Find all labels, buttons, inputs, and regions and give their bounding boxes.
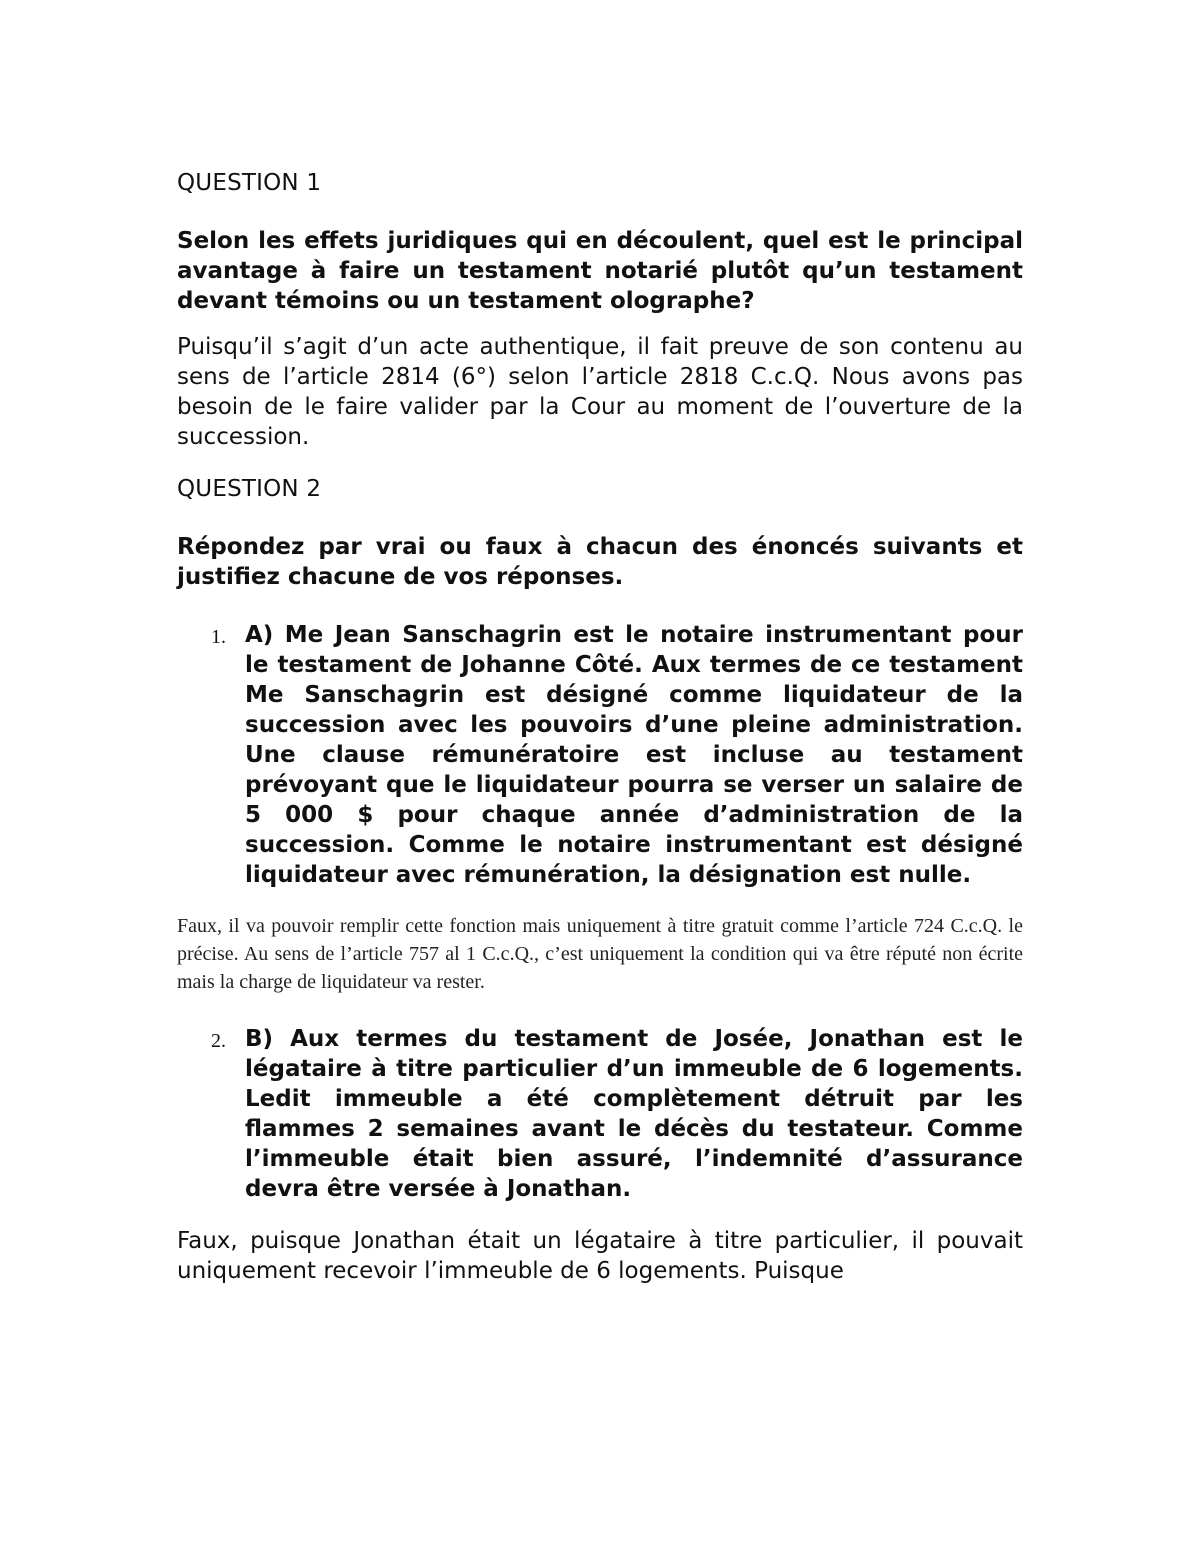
list-item-number: 1.	[211, 626, 226, 648]
list-item-number: 2.	[211, 1030, 226, 1052]
list-item	[177, 620, 1023, 890]
item-2-answer: Faux, puisque Jonathan était un légataire à titre particulier, il pouvait uniquement recevoir l’immeuble de 6 logements. Puisque	[177, 1228, 1023, 1284]
list-item-statement: B) Aux termes du testament de Josée, Jonathan est le légataire à titre particulier d’un immeuble de 6 logements. Ledit immeuble a été complètement détruit par les flammes 2 semaines avant le décès du testateur. Comme l’immeuble était bien assuré, l’indemnité d’assurance devra être versée à Jonathan.	[245, 1026, 1023, 1202]
item-1-answer: Faux, il va pouvoir remplir cette fonction mais uniquement à titre gratuit comme l’article 724 C.c.Q. le précise. Au sens de l’article 757 al 1 C.c.Q., c’est uniquement la condition qui va être réputé non écrite mais la charge de liquidateur va rester.	[177, 915, 1023, 993]
question-2-heading: QUESTION 2	[177, 476, 322, 502]
list-item-statement: A) Me Jean Sanschagrin est le notaire instrumentant pour le testament de Johanne Côté. Aux termes de ce testament Me Sanschagrin est désigné comme liquidateur de la succession avec les pouvoirs d’une pleine administration. Une clause rémunératoire est incluse au testament prévoyant que le liquidateur pourra se verser un salaire de 5 000 $ pour chaque année d’administration de la succession. Comme le notaire instrumentant est désigné liquidateur avec rémunération, la désignation est nulle.	[245, 622, 1023, 888]
question-1-heading: QUESTION 1	[177, 170, 322, 196]
question-1-prompt: Selon les effets juridiques qui en découlent, quel est le principal avantage à faire un testament notarié plutôt qu’un testament devant témoins ou un testament olographe?	[177, 228, 1023, 314]
question-2-prompt: Répondez par vrai ou faux à chacun des énoncés suivants et justifiez chacune de vos réponses.	[177, 534, 1023, 590]
question-1-answer: Puisqu’il s’agit d’un acte authentique, il fait preuve de son contenu au sens de l’article 2814 (6°) selon l’article 2818 C.c.Q. Nous avons pas besoin de le faire valider par la Cour au moment de l’ouverture de la succession.	[177, 334, 1023, 450]
document-content	[177, 168, 1023, 1308]
list-item	[177, 1024, 1023, 1204]
